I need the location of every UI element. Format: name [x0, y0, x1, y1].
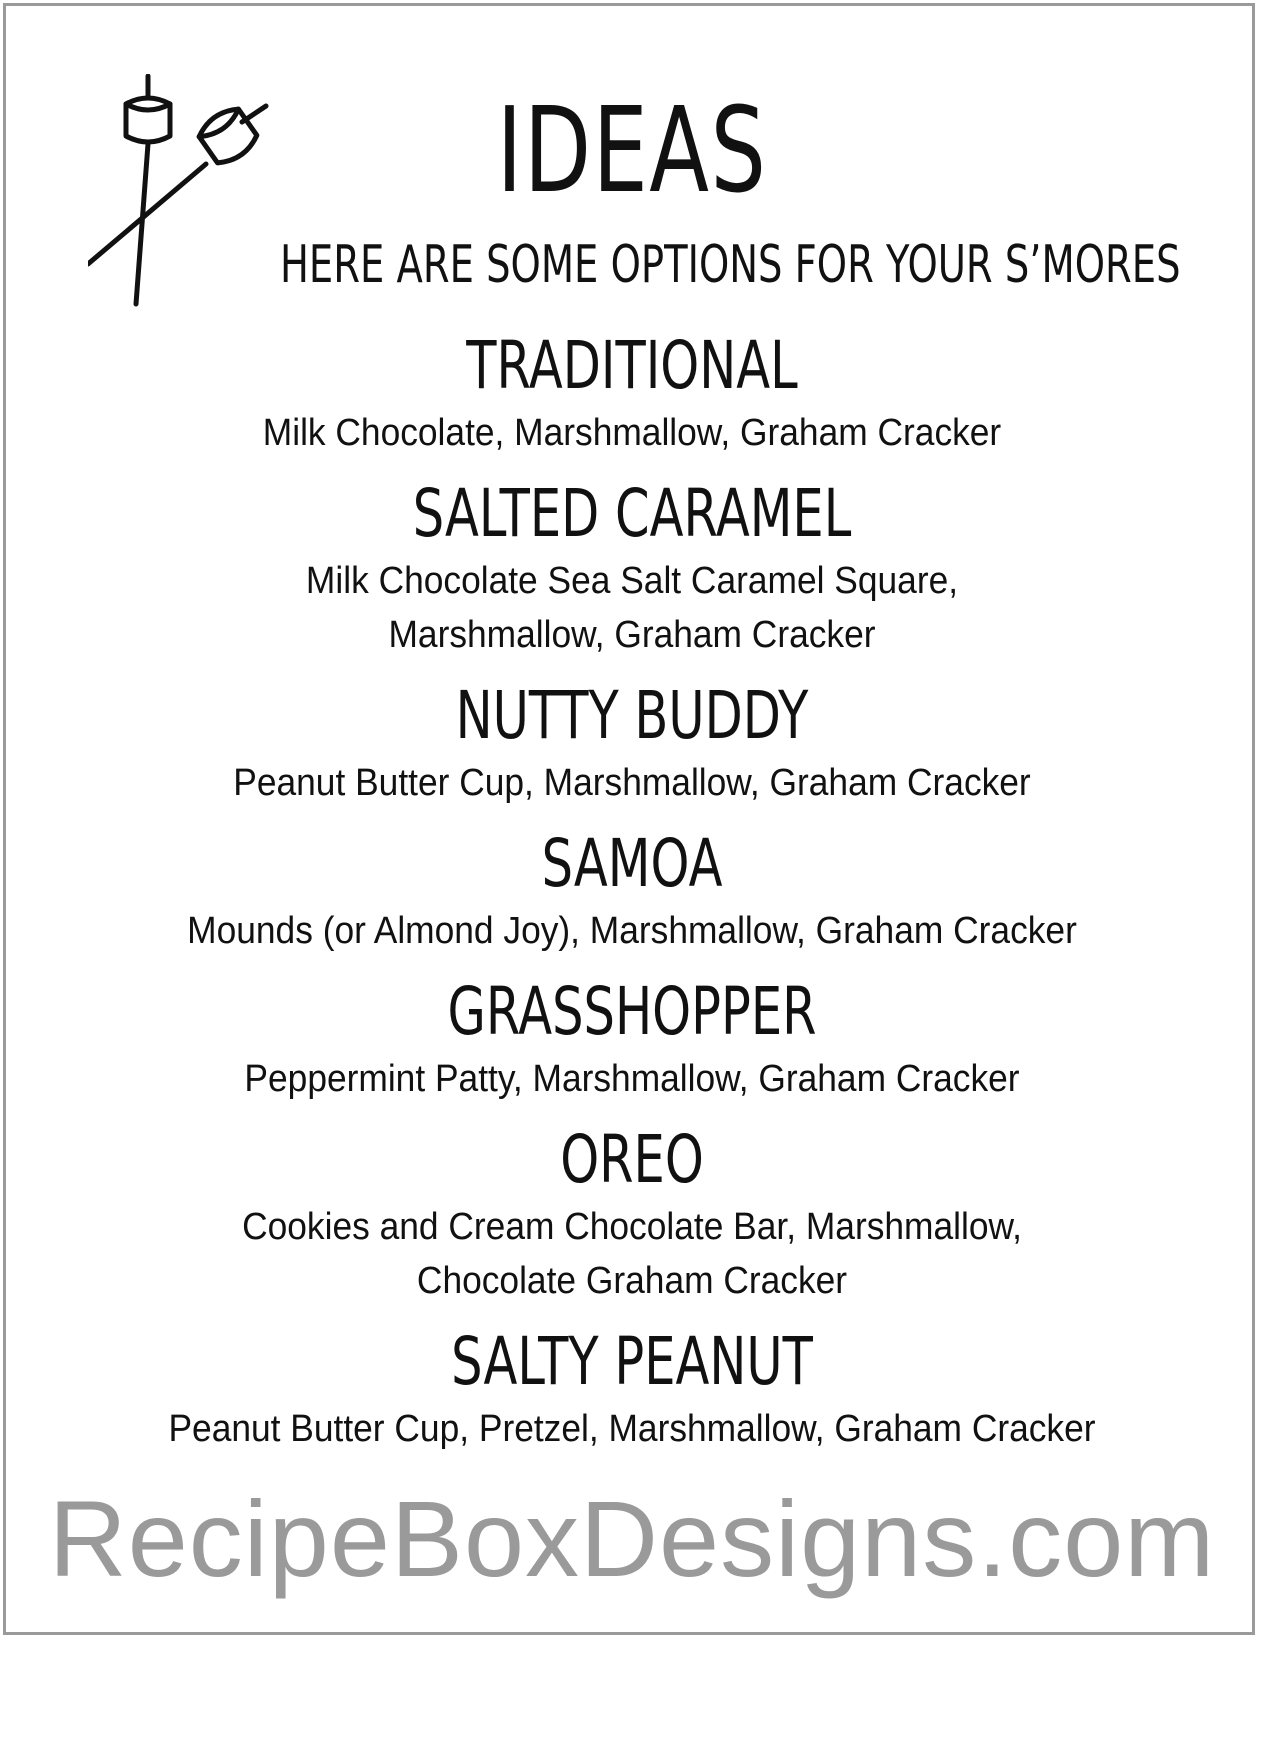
- ideas-list: [0, 326, 1264, 1470]
- idea-name: GRASSHOPPER: [447, 973, 817, 1050]
- idea-name: SALTY PEANUT: [451, 1323, 813, 1400]
- idea-description: [44, 1052, 1220, 1120]
- idea-item: [0, 972, 1264, 1120]
- idea-description-line: Milk Chocolate Sea Salt Caramel Square,: [305, 560, 959, 602]
- idea-description: [44, 756, 1220, 824]
- idea-description-line: Chocolate Graham Cracker: [416, 1260, 848, 1302]
- idea-name: NUTTY BUDDY: [455, 677, 809, 754]
- idea-description: [44, 1200, 1220, 1322]
- idea-description: [44, 554, 1220, 676]
- idea-name: SALTED CARAMEL: [412, 475, 852, 552]
- idea-name: TRADITIONAL: [466, 327, 798, 404]
- website-footer: RecipeBoxDesigns.com: [48, 1478, 1216, 1599]
- idea-item: [0, 1120, 1264, 1322]
- idea-item: [0, 676, 1264, 824]
- idea-item: [0, 326, 1264, 474]
- page-title: IDEAS: [496, 81, 768, 219]
- idea-description-line: Peanut Butter Cup, Pretzel, Marshmallow, Graham Cracker: [168, 1408, 1096, 1450]
- idea-item: [0, 824, 1264, 972]
- idea-description-line: Milk Chocolate, Marshmallow, Graham Cracker: [262, 412, 1002, 454]
- idea-description: [44, 1402, 1220, 1470]
- idea-name: SAMOA: [541, 825, 723, 902]
- idea-name: OREO: [560, 1121, 704, 1198]
- idea-description-line: Mounds (or Almond Joy), Marshmallow, Graham Cracker: [187, 910, 1077, 952]
- idea-description-line: Cookies and Cream Chocolate Bar, Marshmallow,: [242, 1206, 1022, 1248]
- idea-description-line: Peppermint Patty, Marshmallow, Graham Cracker: [244, 1058, 1020, 1100]
- idea-item: [0, 474, 1264, 676]
- idea-item: [0, 1322, 1264, 1470]
- idea-description: [44, 904, 1220, 972]
- idea-description-line: Peanut Butter Cup, Marshmallow, Graham Cracker: [233, 762, 1031, 804]
- idea-description-line: Marshmallow, Graham Cracker: [388, 614, 876, 656]
- idea-description: [44, 406, 1220, 474]
- page-subtitle: HERE ARE SOME OPTIONS FOR YOUR S’MORES: [280, 235, 1181, 295]
